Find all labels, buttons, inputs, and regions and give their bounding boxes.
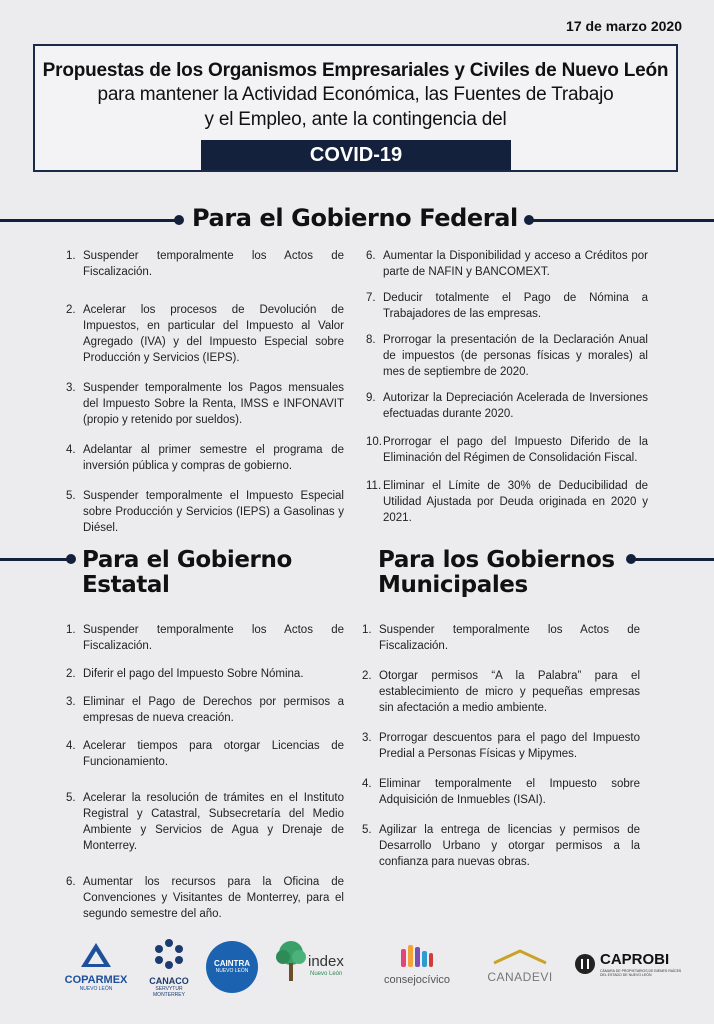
divider-line-municipal [630,558,714,561]
people-icon [399,943,435,969]
list-item: 5. Suspender temporalmente el Impuesto Especial sobre Producción y Servicios (IEPS) a Gasolinas y Diésel. [66,490,344,534]
coparmex-icon [79,941,113,969]
list-item: 4. Adelantar al primer semestre el programa de inversión pública y compras de gobierno. [66,444,344,472]
list-item: 3. Prorrogar descuentos para el pago del Impuesto Predial a Personas Físicas y Mipymes. [362,732,640,760]
list-item: 3. Suspender temporalmente los Pagos mensuales del Impuesto Sobre la Renta, IMSS e INFONAVIT (propio y retenido por sueldos). [66,382,344,426]
divider-line-right [530,219,714,222]
heading-estatal-line-2: Estatal [82,572,170,598]
municipal-list [362,622,640,870]
list-item: 2. Otorgar permisos “A la Palabra” para el establecimiento de micro y pequeñas empresas sin afectación a medio ambiente. [362,670,640,714]
divider-dot-municipal [626,554,636,564]
building-icon [574,953,596,975]
list-item: 6. Aumentar los recursos para la Oficina de Convenciones y Visitantes de Monterrey, para el segundo semestre del año. [66,876,344,920]
title-line-2: para mantener la Actividad Económica, las Fuentes de Trabajo [97,84,614,105]
heading-federal: Para el Gobierno Federal [192,204,518,232]
heading-municipal-line-1: Para los Gobiernos [378,547,615,573]
estatal-list [66,622,344,922]
list-item: 1. Suspender temporalmente los Actos de Fiscalización. [66,250,344,278]
divider-line-estatal [0,558,70,561]
list-item: 2. Diferir el pago del Impuesto Sobre Nómina. [66,668,304,680]
coparmex-logo: COPARMEX NUEVO LEÓN [60,941,132,992]
divider-dot-left [174,215,184,225]
list-item: 4. Eliminar temporalmente el Impuesto sobre Adquisición de Inmuebles (ISAI). [362,778,640,806]
divider-dot-estatal [66,554,76,564]
federal-list-right [366,248,648,526]
list-item: 2. Acelerar los procesos de Devolución de Impuestos, en particular del Impuesto al Valor Agregado (IVA) y del Impuesto Especial sobre Producción y Servicios (IEPS). [66,304,344,364]
list-item: 4. Acelerar tiempos para otorgar Licencias de Funcionamiento. [66,740,344,768]
heading-estatal-line-1: Para el Gobierno [82,547,292,573]
list-item: 5. Agilizar la entrega de licencias y permisos de Desarrollo Urbano y otorgar permisos a la confianza para nuevas obras. [362,824,640,868]
caintra-logo: CAINTRA NUEVO LEÓN [206,941,258,993]
divider-line-left [0,219,178,222]
list-item: 1. Suspender temporalmente los Actos de Fiscalización. [362,624,640,652]
heading-municipal-line-2: Municipales [378,572,528,598]
federal-list-left [66,248,344,536]
canadevi-logo: CANADEVI [478,949,562,984]
date: 17 de marzo 2020 [566,18,682,34]
sponsor-logos: COPARMEX NUEVO LEÓN CANACO SERVYTUR MONTERREY CAINTRA NUEVO LEÓN index Nuevo León consejocívico CANADEVI CAPROBI CÁMARA DE PROPIETARIOS DE BIENES RAÍCES DEL ESTADO DE NUEVO LEÓN [0,935,714,1015]
list-item: 10. Prorrogar el pago del Impuesto Diferido de la Eliminación del Régimen de Consolidación Fiscal. [366,436,648,464]
list-item: 7. Deducir totalmente el Pago de Nómina a Trabajadores de las empresas. [366,292,648,320]
list-item: 9. Autorizar la Depreciación Acelerada de Inversiones efectuadas durante 2020. [366,392,648,420]
canaco-logo: CANACO SERVYTUR MONTERREY [140,937,198,998]
canaco-icon [152,937,186,971]
title-line-3: y el Empleo, ante la contingencia del [204,109,507,130]
list-item: 11. Eliminar el Límite de 30% de Deducibilidad de Utilidad Ajustada por Deuda originada en 2020 y 2021. [366,480,648,524]
list-item: 8. Prorrogar la presentación de la Declaración Anual de impuestos (de personas físicas y morales) al mes de septiembre de 2020. [366,334,648,378]
heading-municipal [378,548,615,598]
list-item: 5. Acelerar la resolución de trámites en el Instituto Registral y Catastral, Subsecretaría del Medio Ambiente y Servicios de Agua y Drenaje de Monterrey. [66,792,344,852]
consejo-civico-logo: consejocívico [362,943,472,986]
list-item: 6. Aumentar la Disponibilidad y acceso a Créditos por parte de NAFIN y BANCOMEXT. [366,250,648,278]
covid-banner: COVID-19 [201,140,511,170]
tree-icon [274,939,308,983]
title-line-1: Propuestas de los Organismos Empresariales y Civiles de Nuevo León [42,60,669,81]
list-item: 3. Eliminar el Pago de Derechos por permisos a empresas de nueva creación. [66,696,344,724]
roof-icon [490,949,550,965]
heading-estatal [82,548,292,598]
list-item: 1. Suspender temporalmente los Actos de Fiscalización. [66,624,344,652]
